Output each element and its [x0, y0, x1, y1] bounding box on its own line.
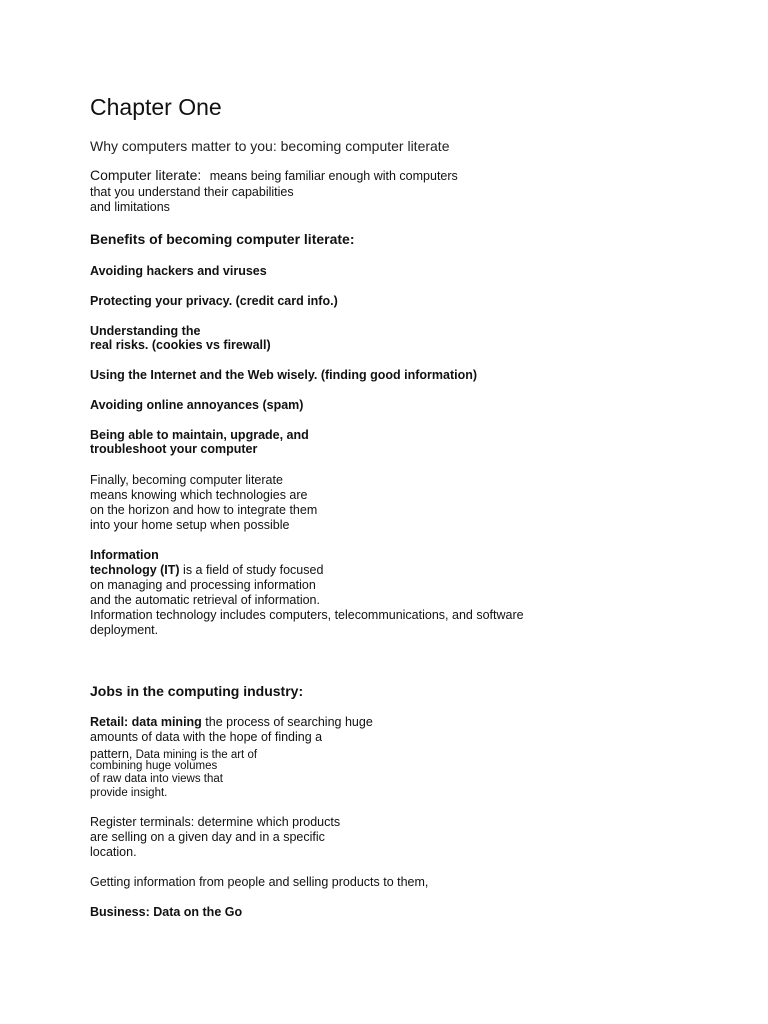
jobs-heading: Jobs in the computing industry:	[90, 683, 304, 699]
register-line: Register terminals: determine which products	[90, 815, 341, 829]
benefit-item: Avoiding hackers and viruses	[90, 264, 267, 278]
it-definition-line	[90, 564, 323, 577]
finally-paragraph-line: Finally, becoming computer literate	[90, 473, 283, 487]
it-term-line: Information	[90, 548, 159, 562]
benefit-item: troubleshoot your computer	[90, 442, 258, 456]
it-term: technology (IT)	[90, 563, 180, 577]
page-subtitle: Why computers matter to you: becoming computer literate	[90, 138, 450, 154]
benefits-heading: Benefits of becoming computer literate:	[90, 231, 355, 247]
benefit-item: Using the Internet and the Web wisely. (finding good information)	[90, 368, 478, 382]
definition-line-3: and limitations	[90, 200, 170, 214]
retail-line	[90, 716, 373, 729]
it-definition-line: on managing and processing information	[90, 578, 316, 592]
retail-text: Data mining is the art of	[132, 749, 258, 761]
definition-term: Computer literate:	[90, 167, 202, 183]
it-definition-line: and the automatic retrieval of information.	[90, 593, 320, 607]
definition-line-2: that you understand their capabilities	[90, 185, 294, 199]
register-line: location.	[90, 845, 137, 859]
benefit-item: Being able to maintain, upgrade, and	[90, 428, 309, 442]
benefit-item: Avoiding online annoyances (spam)	[90, 398, 304, 412]
it-definition-line: Information technology includes computers, telecommunications, and software	[90, 608, 524, 622]
retail-line: amounts of data with the hope of finding a	[90, 730, 323, 744]
retail-line: of raw data into views that	[90, 773, 223, 785]
retail-line: provide insight.	[90, 787, 168, 799]
retail-line: combining huge volumes	[90, 760, 218, 772]
benefit-item: real risks. (cookies vs firewall)	[90, 338, 271, 352]
finally-paragraph-line: means knowing which technologies are	[90, 488, 308, 502]
definition-text: means being familiar enough with computers	[209, 169, 458, 183]
it-definition-text: is a field of study focused	[179, 563, 324, 577]
definition-line-1	[90, 168, 458, 184]
retail-term: Retail: data mining	[90, 715, 202, 729]
page-title: Chapter One	[90, 94, 222, 120]
register-line: are selling on a given day and in a specific	[90, 830, 325, 844]
retail-text: pattern,	[90, 747, 133, 761]
business-heading: Business: Data on the Go	[90, 905, 243, 919]
finally-paragraph-line: on the horizon and how to integrate them	[90, 503, 318, 517]
retail-text: the process of searching huge	[201, 715, 373, 729]
it-definition-line: deployment.	[90, 623, 159, 637]
benefit-item: Understanding the	[90, 324, 201, 338]
finally-paragraph-line: into your home setup when possible	[90, 518, 290, 532]
benefit-item: Protecting your privacy. (credit card info.)	[90, 294, 338, 308]
getting-information-line: Getting information from people and selling products to them,	[90, 875, 429, 889]
